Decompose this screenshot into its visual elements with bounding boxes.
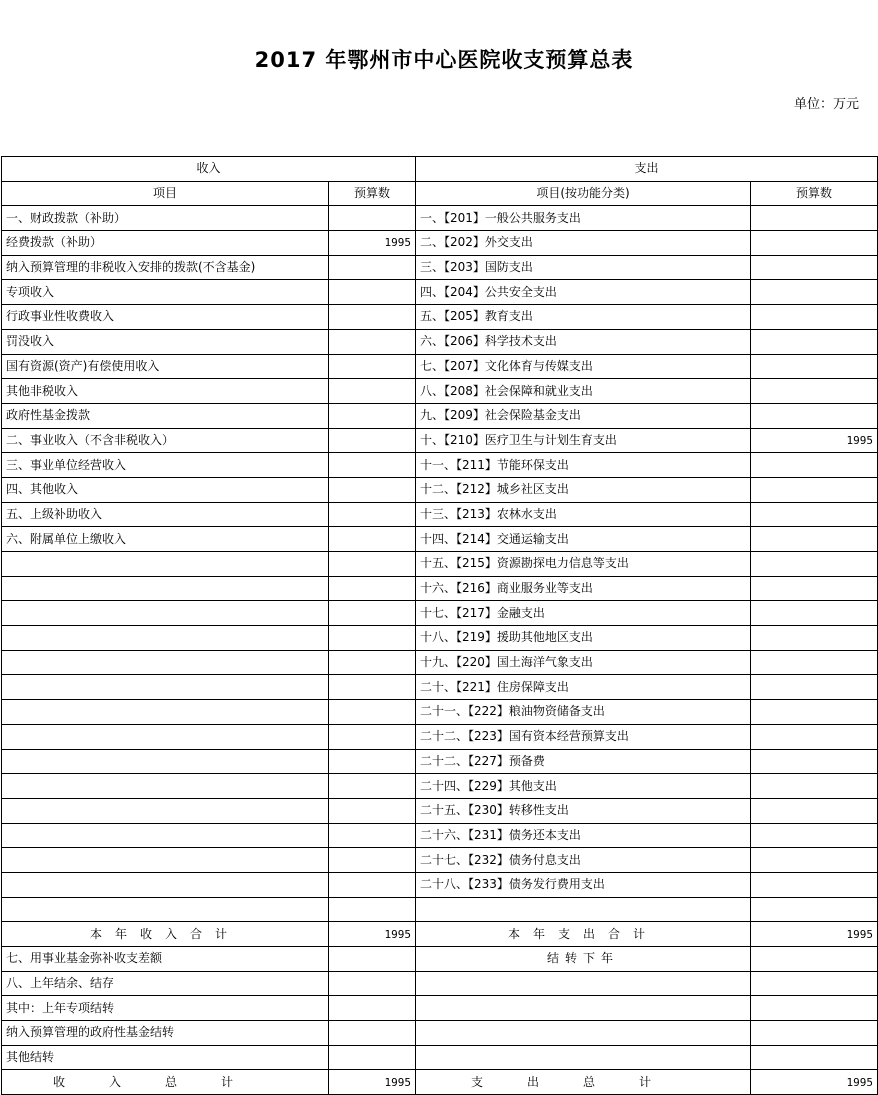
special-carry-label: 其中：上年专项结转 (2, 996, 329, 1021)
income-value (329, 477, 416, 502)
expense-item: 二十一、【222】粮油物资储备支出 (416, 700, 751, 725)
income-value (329, 502, 416, 527)
table-row (2, 255, 878, 280)
table-row (2, 872, 878, 897)
income-item (2, 626, 329, 651)
income-value (329, 897, 416, 922)
expense-value (751, 798, 878, 823)
budget-table (1, 156, 878, 1095)
table-row (2, 502, 878, 527)
expense-item: 十四、【214】交通运输支出 (416, 527, 751, 552)
expense-value (751, 650, 878, 675)
expense-item: 十一、【211】节能环保支出 (416, 453, 751, 478)
expense-value (751, 231, 878, 256)
expense-item: 二十五、【230】转移性支出 (416, 798, 751, 823)
income-value (329, 403, 416, 428)
expense-value (751, 774, 878, 799)
expense-item: 五、【205】教育支出 (416, 305, 751, 330)
table-row (2, 453, 878, 478)
expense-item: 八、【208】社会保障和就业支出 (416, 379, 751, 404)
income-item: 四、其他收入 (2, 477, 329, 502)
table-row (2, 477, 878, 502)
income-value (329, 724, 416, 749)
income-value (329, 872, 416, 897)
expense-item: 十、【210】医疗卫生与计划生育支出 (416, 428, 751, 453)
expense-value (751, 700, 878, 725)
expense-value (751, 848, 878, 873)
income-item: 三、事业单位经营收入 (2, 453, 329, 478)
expense-item: 三、【203】国防支出 (416, 255, 751, 280)
income-item (2, 798, 329, 823)
expense-item: 十三、【213】农林水支出 (416, 502, 751, 527)
special-carry-value (329, 996, 416, 1021)
year-expense-total-label: 本年支出合计 (416, 922, 751, 947)
expense-value (751, 552, 878, 577)
table-row (2, 675, 878, 700)
gov-fund-row (2, 1021, 878, 1046)
surplus-label: 八、上年结余、结存 (2, 971, 329, 996)
expense-value (751, 403, 878, 428)
income-value (329, 848, 416, 873)
expense-value (751, 329, 878, 354)
expense-budget-header: 预算数 (751, 181, 878, 206)
expense-item: 四、【204】公共安全支出 (416, 280, 751, 305)
table-row (2, 231, 878, 256)
expense-item: 十八、【219】援助其他地区支出 (416, 626, 751, 651)
income-item: 六、附属单位上缴收入 (2, 527, 329, 552)
income-item-header: 项目 (2, 181, 329, 206)
income-item: 其他非税收入 (2, 379, 329, 404)
empty-cell (751, 996, 878, 1021)
expense-value (751, 897, 878, 922)
gov-fund-value (329, 1021, 416, 1046)
table-row (2, 403, 878, 428)
income-item (2, 650, 329, 675)
year-income-total-value: 1995 (329, 922, 416, 947)
income-header: 收入 (2, 157, 416, 182)
fund-value (329, 947, 416, 972)
surplus-value (329, 971, 416, 996)
carry-forward-label: 结转下年 (416, 947, 751, 972)
surplus-row (2, 971, 878, 996)
header-row-1 (2, 157, 878, 182)
expense-item: 二十六、【231】债务还本支出 (416, 823, 751, 848)
income-item (2, 897, 329, 922)
year-income-total-label: 本年收入合计 (2, 922, 329, 947)
empty-cell (751, 971, 878, 996)
table-row (2, 379, 878, 404)
carry-forward-value (751, 947, 878, 972)
empty-cell (416, 1021, 751, 1046)
expense-value (751, 280, 878, 305)
income-item (2, 601, 329, 626)
income-item: 国有资源(资产)有偿使用收入 (2, 354, 329, 379)
income-item: 一、财政拨款（补助） (2, 206, 329, 231)
expense-value (751, 576, 878, 601)
expense-value (751, 255, 878, 280)
fund-row (2, 947, 878, 972)
expense-item: 十二、【212】城乡社区支出 (416, 477, 751, 502)
expense-value (751, 477, 878, 502)
income-value (329, 453, 416, 478)
income-value (329, 774, 416, 799)
table-row (2, 305, 878, 330)
income-item (2, 576, 329, 601)
income-item: 经费拨款（补助） (2, 231, 329, 256)
year-total-row (2, 922, 878, 947)
table-row (2, 552, 878, 577)
income-item: 纳入预算管理的非税收入安排的拨款(不含基金) (2, 255, 329, 280)
expense-item: 六、【206】科学技术支出 (416, 329, 751, 354)
income-item (2, 774, 329, 799)
income-item (2, 872, 329, 897)
income-item (2, 749, 329, 774)
table-row (2, 329, 878, 354)
header-row-2 (2, 181, 878, 206)
table-row (2, 823, 878, 848)
other-carry-label: 其他结转 (2, 1045, 329, 1070)
special-carry-row (2, 996, 878, 1021)
expense-value (751, 354, 878, 379)
expense-item (416, 897, 751, 922)
income-value (329, 650, 416, 675)
expense-item: 十五、【215】资源勘探电力信息等支出 (416, 552, 751, 577)
empty-cell (416, 996, 751, 1021)
income-value (329, 379, 416, 404)
income-value (329, 576, 416, 601)
expense-item: 十六、【216】商业服务业等支出 (416, 576, 751, 601)
table-row (2, 724, 878, 749)
empty-cell (751, 1021, 878, 1046)
expense-item: 二十四、【229】其他支出 (416, 774, 751, 799)
expense-value (751, 675, 878, 700)
unit-label: 单位：万元 (793, 97, 859, 112)
income-value (329, 700, 416, 725)
income-value (329, 305, 416, 330)
table-row (2, 576, 878, 601)
expense-item: 一、【201】一般公共服务支出 (416, 206, 751, 231)
table-row (2, 798, 878, 823)
empty-cell (751, 1045, 878, 1070)
income-item: 专项收入 (2, 280, 329, 305)
expense-item: 二、【202】外交支出 (416, 231, 751, 256)
income-value (329, 329, 416, 354)
expense-value (751, 601, 878, 626)
expense-value (751, 305, 878, 330)
income-budget-header: 预算数 (329, 181, 416, 206)
income-value (329, 823, 416, 848)
income-value (329, 601, 416, 626)
expense-value (751, 724, 878, 749)
table-row (2, 280, 878, 305)
table-row (2, 428, 878, 453)
income-item (2, 700, 329, 725)
expense-value (751, 872, 878, 897)
table-row (2, 774, 878, 799)
expense-grand-total-label: 支出总计 (416, 1070, 751, 1095)
expense-value (751, 206, 878, 231)
table-row (2, 749, 878, 774)
year-expense-total-value: 1995 (751, 922, 878, 947)
table-row (2, 848, 878, 873)
income-grand-total-value: 1995 (329, 1070, 416, 1095)
income-item (2, 823, 329, 848)
income-value (329, 255, 416, 280)
income-value (329, 798, 416, 823)
income-item (2, 848, 329, 873)
income-value (329, 749, 416, 774)
expense-value (751, 453, 878, 478)
other-carry-value (329, 1045, 416, 1070)
expense-item: 二十八、【233】债务发行费用支出 (416, 872, 751, 897)
income-grand-total-label: 收入总计 (2, 1070, 329, 1095)
expense-value (751, 379, 878, 404)
expense-item: 二十二、【223】国有资本经营预算支出 (416, 724, 751, 749)
income-value: 1995 (329, 231, 416, 256)
income-item (2, 724, 329, 749)
table-row (2, 700, 878, 725)
gov-fund-label: 纳入预算管理的政府性基金结转 (2, 1021, 329, 1046)
income-item: 行政事业性收费收入 (2, 305, 329, 330)
table-row (2, 650, 878, 675)
income-value (329, 354, 416, 379)
empty-cell (416, 971, 751, 996)
expense-item: 二十、【221】住房保障支出 (416, 675, 751, 700)
expense-value (751, 749, 878, 774)
income-item: 五、上级补助收入 (2, 502, 329, 527)
income-value (329, 552, 416, 577)
expense-item: 二十七、【232】债务付息支出 (416, 848, 751, 873)
income-item: 罚没收入 (2, 329, 329, 354)
table-row (2, 626, 878, 651)
expense-grand-total-value: 1995 (751, 1070, 878, 1095)
table-row (2, 354, 878, 379)
income-item: 二、事业收入（不含非税收入） (2, 428, 329, 453)
expense-item: 十七、【217】金融支出 (416, 601, 751, 626)
income-item (2, 552, 329, 577)
income-item: 政府性基金拨款 (2, 403, 329, 428)
expense-value (751, 527, 878, 552)
fund-label: 七、用事业基金弥补收支差额 (2, 947, 329, 972)
expense-item: 七、【207】文化体育与传媒支出 (416, 354, 751, 379)
table-row (2, 897, 878, 922)
expense-header: 支出 (416, 157, 878, 182)
table-row (2, 601, 878, 626)
expense-value (751, 823, 878, 848)
income-value (329, 428, 416, 453)
expense-value (751, 626, 878, 651)
empty-cell (416, 1045, 751, 1070)
income-value (329, 280, 416, 305)
table-row (2, 206, 878, 231)
page-title: 2017 年鄂州市中心医院收支预算总表 (254, 48, 634, 72)
expense-item: 九、【209】社会保险基金支出 (416, 403, 751, 428)
expense-item: 二十二、【227】预备费 (416, 749, 751, 774)
other-carry-row (2, 1045, 878, 1070)
income-value (329, 675, 416, 700)
table-row (2, 527, 878, 552)
expense-item: 十九、【220】国土海洋气象支出 (416, 650, 751, 675)
expense-value: 1995 (751, 428, 878, 453)
income-value (329, 206, 416, 231)
income-value (329, 527, 416, 552)
income-value (329, 626, 416, 651)
expense-value (751, 502, 878, 527)
expense-item-header: 项目(按功能分类) (416, 181, 751, 206)
income-item (2, 675, 329, 700)
